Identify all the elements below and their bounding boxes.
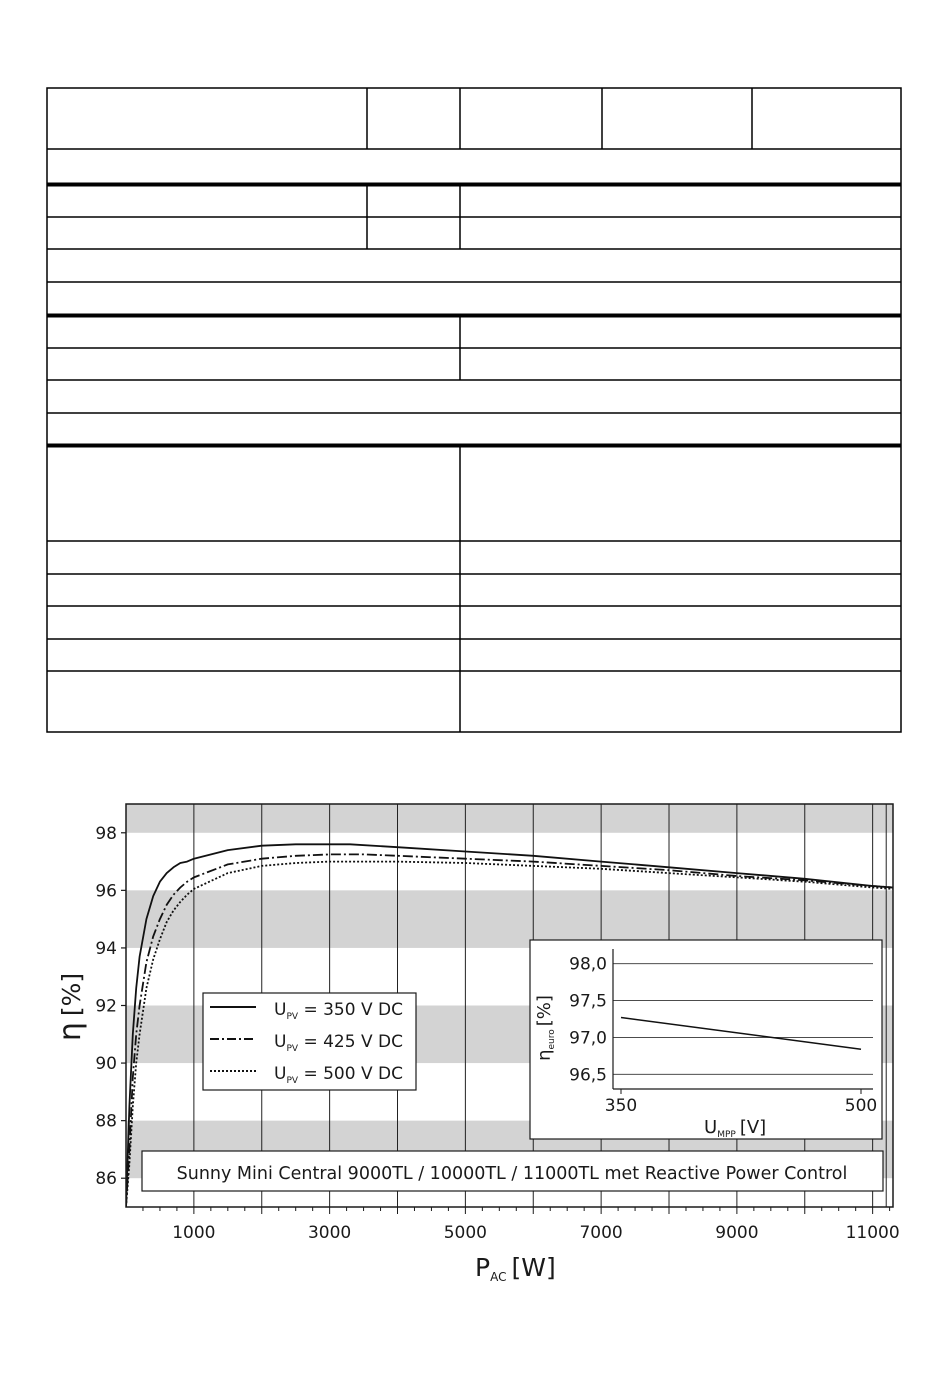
legend-label-350-sub: PV <box>286 1012 299 1022</box>
x-tick-label: 5000 <box>443 1223 488 1243</box>
inset-x-axis-label-sub: MPP <box>717 1130 736 1140</box>
y-tick-label: 94 <box>95 938 117 959</box>
inset-y-axis-label-main: η <box>534 1049 555 1061</box>
y-axis-label <box>53 973 88 1041</box>
inset-y-tick-label: 97,5 <box>569 991 607 1012</box>
y-tick-label: 86 <box>95 1169 117 1190</box>
legend-label-350-main: U <box>274 1000 287 1020</box>
y-tick-label: 88 <box>95 1111 117 1132</box>
inset-x-tick-label: 500 <box>844 1096 878 1116</box>
y-axis-symbol: η <box>53 1022 88 1042</box>
x-tick-label: 7000 <box>579 1223 623 1243</box>
x-axis-label-sub: AC <box>490 1270 507 1284</box>
inset-chart <box>530 940 882 1140</box>
legend-label-500-rest: = 500 V DC <box>298 1064 403 1084</box>
inset-x-axis-label-unit: [V] <box>739 1117 767 1138</box>
inset-y-tick-label: 97,0 <box>569 1028 607 1049</box>
x-tick-label: 11000 <box>845 1223 900 1243</box>
y-tick-label: 90 <box>95 1054 117 1075</box>
inset-y-axis-label-sub: euro <box>547 1029 557 1050</box>
y-tick-label: 98 <box>95 823 117 844</box>
x-axis-label <box>475 1253 556 1284</box>
plot-band <box>126 890 893 948</box>
inset-y-tick-label: 98,0 <box>569 954 607 975</box>
legend-label-500-main: U <box>274 1064 287 1084</box>
legend-label-425-sub: PV <box>286 1044 299 1054</box>
y-tick-label: 92 <box>95 996 117 1017</box>
chart-caption: Sunny Mini Central 9000TL / 10000TL / 11000TL met Reactive Power Control <box>176 1164 848 1184</box>
y-tick-label: 96 <box>95 881 117 902</box>
legend-label-350-rest: = 350 V DC <box>298 1000 403 1020</box>
inset-y-axis-label-unit: [%] <box>534 995 555 1027</box>
x-axis-label-main: P <box>475 1253 491 1282</box>
x-axis-label-unit: [W] <box>511 1253 556 1282</box>
legend-label-425-main: U <box>274 1032 287 1052</box>
legend-label-500-sub: PV <box>286 1076 299 1086</box>
inset-y-tick-label: 96,5 <box>569 1065 607 1086</box>
inset-x-axis-label-main: U <box>704 1117 718 1138</box>
x-tick-label: 3000 <box>307 1223 352 1243</box>
caption-box <box>142 1151 883 1191</box>
legend <box>203 993 416 1090</box>
inset-x-tick-label: 350 <box>604 1096 638 1116</box>
x-tick-label: 9000 <box>715 1223 759 1243</box>
y-axis-unit: [%] <box>57 972 86 1017</box>
x-tick-label: 1000 <box>172 1223 216 1243</box>
legend-label-425-rest: = 425 V DC <box>298 1032 403 1052</box>
plot-band <box>126 804 893 833</box>
